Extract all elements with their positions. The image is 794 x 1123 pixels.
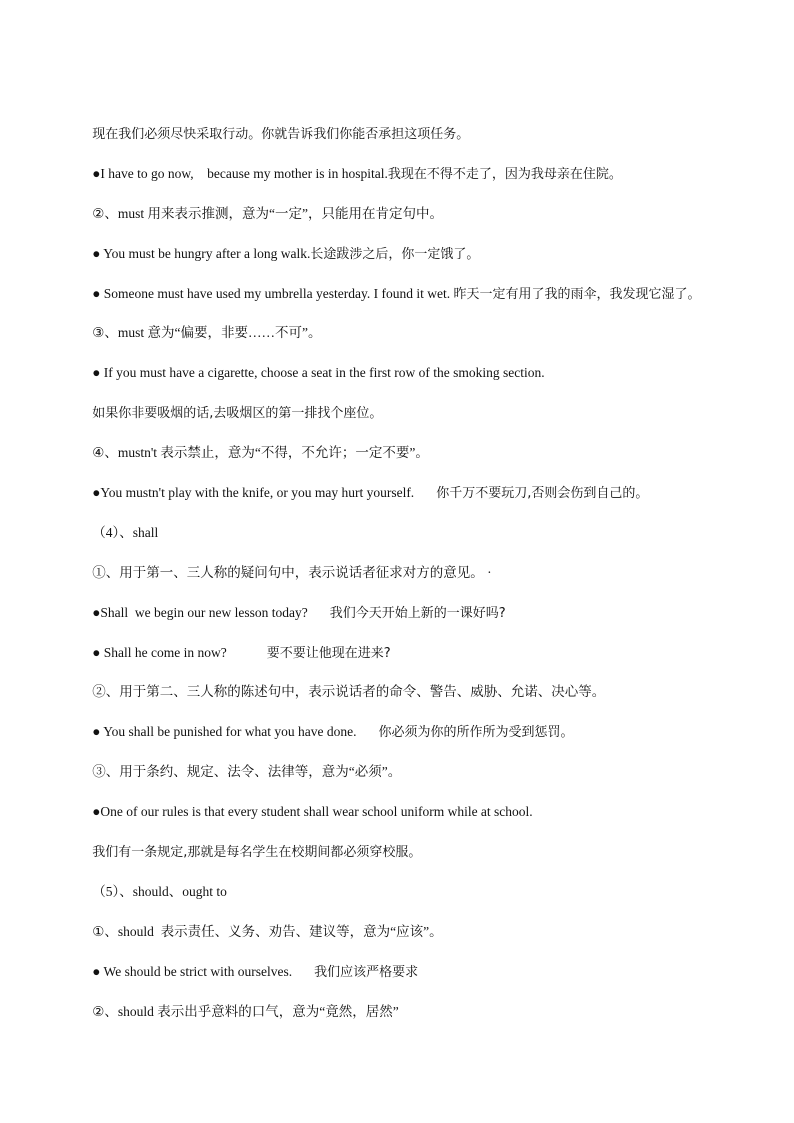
line-en: ● If you must have a cigarette, choose a seat in the first row of the smoking section. — [92, 365, 545, 381]
line-en: ● Someone must have used my umbrella yesterday. I found it wet. — [92, 285, 454, 301]
line-zh: 要不要让他现在进来? — [266, 645, 391, 661]
line-en: ● Shall he come in now? — [92, 644, 227, 660]
line-en: ③、must 意为“偏要，非要……不可”。 — [92, 325, 322, 341]
line-en: ● You must be hungry after a long walk. — [92, 245, 311, 261]
line-zh: 我们有一条规定,那就是每名学生在校期间都必须穿校服。 — [92, 845, 422, 861]
line-en: ①、should 表示责任、义务、劝告、建议等，意为“应该”。 — [92, 923, 443, 939]
line-zh: 昨天一定有用了我的雨伞，我发现它湿了。 — [453, 286, 701, 302]
line-zh: 长途跋涉之后，你一定饿了。 — [310, 246, 480, 262]
line-zh: 我现在不得不走了，因为我母亲在住院。 — [387, 166, 622, 182]
line-en: ④、mustn't 表示禁止，意为“不得，不允许；一定不要”。 — [92, 445, 429, 461]
line-en: ●Shall we begin our new lesson today? — [92, 604, 308, 620]
line-zh: 如果你非要吸烟的话,去吸烟区的第一排找个座位。 — [92, 406, 383, 422]
line-zh: 我们今天开始上新的一课好吗? — [329, 605, 506, 621]
document-body — [72, 98, 732, 1019]
line-en: ②、should 表示出乎意料的口气，意为“竟然，居然” — [92, 1003, 399, 1019]
line-en: ②、must 用来表示推测，意为“一定”，只能用在肯定句中。 — [92, 205, 443, 221]
line-zh: 你千万不要玩刀,否则会伤到自己的。 — [436, 486, 649, 502]
line-en: ②、用于第二、三人称的陈述句中，表示说话者的命令、警告、威胁、允诺、决心等。 — [92, 684, 606, 700]
line-en: ● We should be strict with ourselves. — [92, 963, 293, 979]
line-en: ③、用于条约、规定、法令、法律等，意为“必须”。 — [92, 764, 402, 780]
text-line — [72, 98, 732, 142]
line-en: ● You shall be punished for what you have done. — [92, 724, 357, 740]
line-zh: 我们应该严格要求 — [314, 964, 419, 980]
line-en: ●One of our rules is that every student shall wear school uniform while at school. — [92, 804, 533, 820]
line-en: ①、用于第一、三人称的疑问句中，表示说话者征求对方的意见。 · — [92, 564, 492, 580]
text-line — [72, 537, 732, 580]
line-en: ●I have to go now, because my mother is in hospital. — [92, 165, 388, 181]
line-zh: 现在我们必须尽快采取行动。你就告诉我们你能否承担这项任务。 — [92, 127, 470, 142]
line-zh: 你必须为你的所作所为受到惩罚。 — [378, 725, 574, 741]
line-en: ●You mustn't play with the knife, or you may hurt yourself. — [92, 485, 415, 501]
line-en: （4）、shall — [92, 524, 159, 540]
line-en: （5）、should、ought to — [92, 883, 227, 899]
